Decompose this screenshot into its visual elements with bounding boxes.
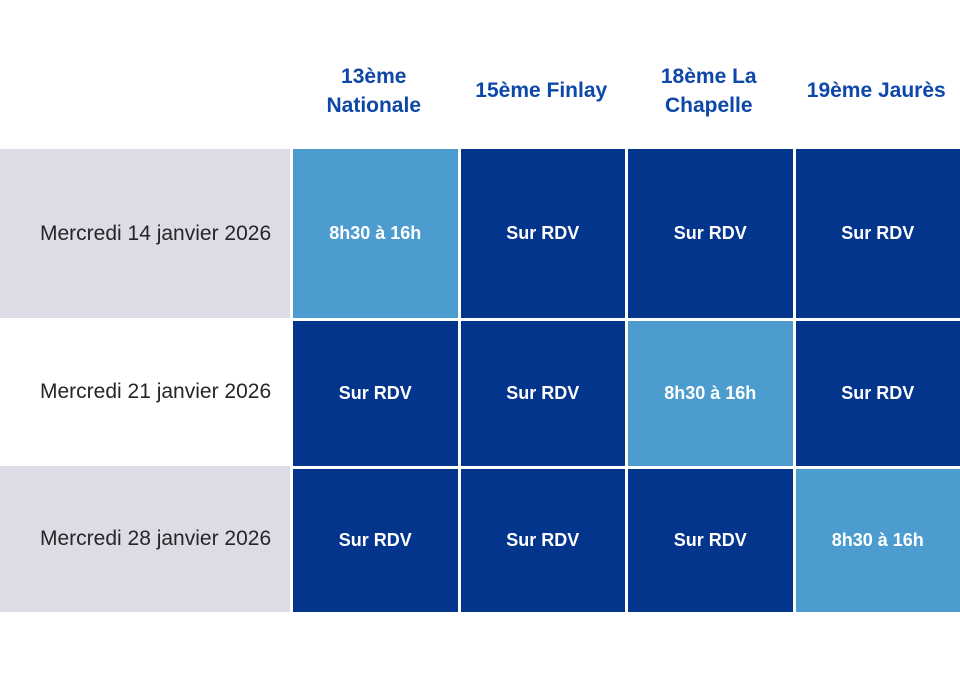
schedule-cell: Sur RDV	[458, 149, 626, 318]
schedule-cell: Sur RDV	[793, 318, 960, 466]
schedule-cell: 8h30 à 16h	[290, 149, 458, 318]
column-header-19eme-jaures: 19ème Jaurès	[793, 0, 960, 149]
schedule-cell: Sur RDV	[290, 318, 458, 466]
schedule-cell: Sur RDV	[290, 466, 458, 612]
schedule-cell: Sur RDV	[793, 149, 960, 318]
column-header-18eme-la-chapelle: 18ème La Chapelle	[625, 0, 793, 149]
row-date-cell: Mercredi 14 janvier 2026	[0, 149, 290, 318]
schedule-cell: Sur RDV	[625, 466, 793, 612]
column-header-15eme-finlay: 15ème Finlay	[458, 0, 626, 149]
table-corner-spacer	[0, 0, 290, 149]
column-header-13eme-nationale: 13ème Nationale	[290, 0, 458, 149]
row-date-cell: Mercredi 28 janvier 2026	[0, 466, 290, 612]
schedule-cell: 8h30 à 16h	[793, 466, 960, 612]
schedule-cell: 8h30 à 16h	[625, 318, 793, 466]
row-date-cell: Mercredi 21 janvier 2026	[0, 318, 290, 466]
schedule-cell: Sur RDV	[625, 149, 793, 318]
schedule-cell: Sur RDV	[458, 466, 626, 612]
schedule-cell: Sur RDV	[458, 318, 626, 466]
